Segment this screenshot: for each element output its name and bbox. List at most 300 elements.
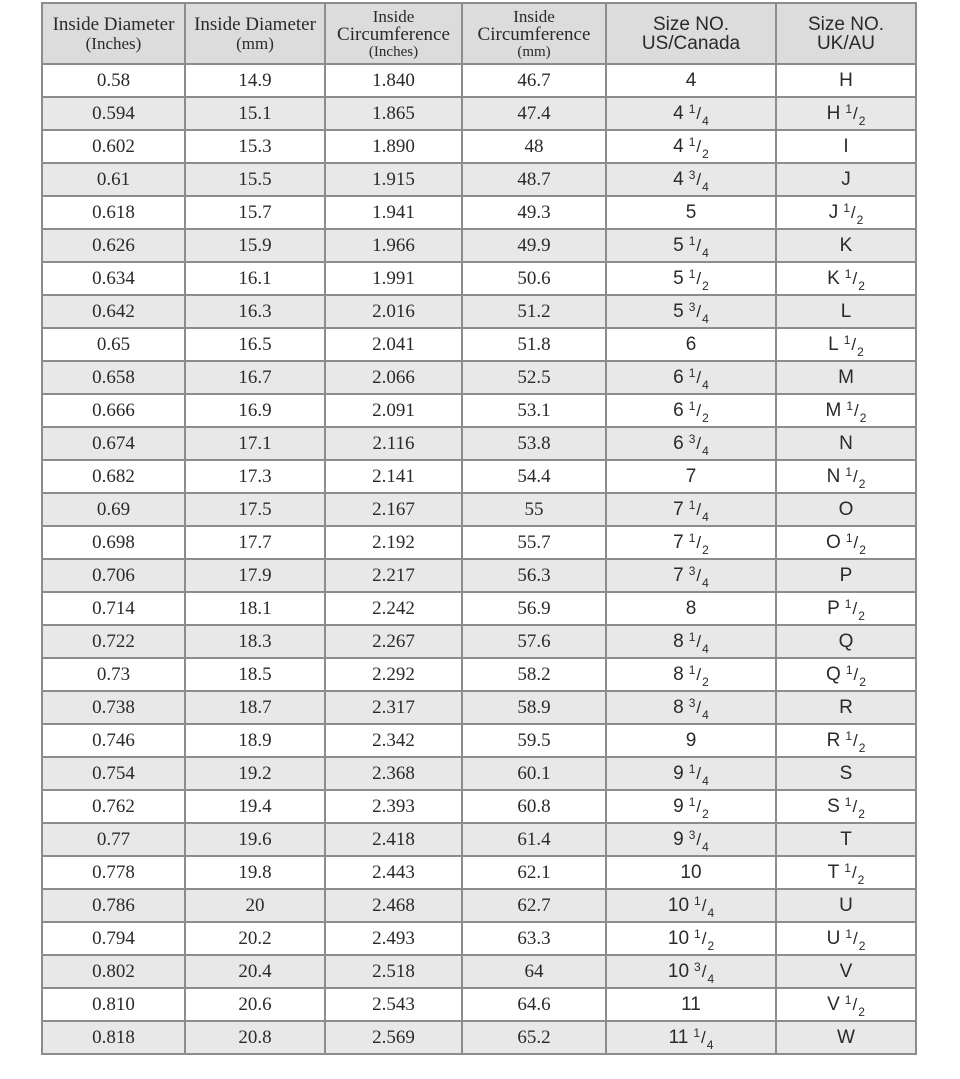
fraction-numerator: 1 bbox=[846, 398, 854, 413]
header-line: Inside bbox=[372, 7, 415, 26]
table-row bbox=[42, 757, 916, 790]
cell-inside-diameter-mm: 15.3 bbox=[185, 130, 325, 163]
cell-size-us-canada bbox=[606, 988, 776, 1021]
fraction-numerator: 3 bbox=[688, 299, 696, 314]
cell-inside-diameter-mm: 20 bbox=[185, 889, 325, 922]
size-fraction bbox=[688, 563, 709, 590]
table-row bbox=[42, 394, 916, 427]
cell-inside-diameter-inches: 0.58 bbox=[42, 64, 185, 97]
cell-size-uk-au bbox=[776, 955, 916, 988]
size-fraction bbox=[845, 926, 866, 953]
header-inside-circumference-inches bbox=[325, 3, 462, 64]
cell-size-uk-au bbox=[776, 790, 916, 823]
cell-inside-diameter-inches: 0.77 bbox=[42, 823, 185, 856]
fraction-slash: / bbox=[851, 862, 857, 882]
fraction-numerator: 3 bbox=[688, 431, 696, 446]
size-whole: 6 bbox=[673, 432, 684, 454]
size-whole: Q bbox=[826, 663, 841, 685]
cell-inside-circumference-mm: 64 bbox=[462, 955, 606, 988]
cell-size-us-canada bbox=[606, 658, 776, 691]
cell-inside-circumference-inches: 2.368 bbox=[325, 757, 462, 790]
fraction-slash: / bbox=[701, 1027, 706, 1047]
fraction-slash: / bbox=[696, 763, 702, 783]
fraction-slash: / bbox=[696, 268, 702, 288]
table-row bbox=[42, 163, 916, 196]
size-whole: 5 bbox=[685, 201, 697, 223]
size-fraction bbox=[844, 794, 865, 821]
cell-inside-diameter-inches: 0.61 bbox=[42, 163, 185, 196]
table-row bbox=[42, 559, 916, 592]
cell-size-us-canada bbox=[606, 394, 776, 427]
cell-inside-diameter-inches: 0.634 bbox=[42, 262, 185, 295]
size-whole: J bbox=[828, 201, 839, 223]
size-whole: 5 bbox=[673, 300, 684, 322]
size-fraction bbox=[688, 398, 709, 425]
cell-inside-diameter-mm: 16.1 bbox=[185, 262, 325, 295]
cell-size-uk-au bbox=[776, 163, 916, 196]
fraction-denominator: 4 bbox=[706, 1037, 714, 1052]
cell-inside-circumference-inches: 2.141 bbox=[325, 460, 462, 493]
header-line: Inside Diameter bbox=[52, 14, 175, 35]
cell-inside-diameter-mm: 15.7 bbox=[185, 196, 325, 229]
fraction-numerator: 1 bbox=[843, 332, 851, 347]
size-whole: H bbox=[826, 102, 841, 124]
cell-size-uk-au bbox=[776, 460, 916, 493]
cell-inside-circumference-inches: 1.840 bbox=[325, 64, 462, 97]
cell-size-us-canada bbox=[606, 130, 776, 163]
size-whole: 10 bbox=[680, 861, 702, 883]
table-row bbox=[42, 427, 916, 460]
fraction-slash: / bbox=[696, 532, 702, 552]
cell-inside-diameter-mm: 17.5 bbox=[185, 493, 325, 526]
size-fraction bbox=[688, 497, 709, 524]
fraction-denominator: 2 bbox=[858, 806, 865, 821]
cell-inside-diameter-inches: 0.69 bbox=[42, 493, 185, 526]
table-row bbox=[42, 361, 916, 394]
fraction-slash: / bbox=[701, 928, 707, 948]
cell-inside-diameter-mm: 19.6 bbox=[185, 823, 325, 856]
fraction-slash: / bbox=[852, 598, 858, 618]
fraction-slash: / bbox=[696, 169, 702, 189]
cell-inside-diameter-inches: 0.674 bbox=[42, 427, 185, 460]
header-size-us-canada bbox=[606, 3, 776, 64]
header-row bbox=[42, 3, 916, 64]
fraction-denominator: 2 bbox=[702, 278, 709, 293]
table-body bbox=[42, 64, 916, 1054]
cell-size-uk-au bbox=[776, 427, 916, 460]
size-fraction bbox=[844, 266, 865, 293]
cell-inside-diameter-mm: 17.9 bbox=[185, 559, 325, 592]
size-fraction bbox=[688, 629, 709, 656]
size-fraction bbox=[846, 398, 867, 425]
size-whole: V bbox=[839, 960, 853, 982]
fraction-slash: / bbox=[696, 664, 702, 684]
cell-inside-diameter-mm: 20.2 bbox=[185, 922, 325, 955]
size-whole: 8 bbox=[673, 696, 684, 718]
cell-inside-circumference-inches: 1.991 bbox=[325, 262, 462, 295]
cell-inside-circumference-mm: 53.1 bbox=[462, 394, 606, 427]
size-whole: 7 bbox=[673, 564, 684, 586]
table-row bbox=[42, 229, 916, 262]
fraction-denominator: 2 bbox=[702, 674, 709, 689]
cell-inside-circumference-inches: 1.915 bbox=[325, 163, 462, 196]
size-fraction bbox=[845, 728, 866, 755]
fraction-denominator: 2 bbox=[858, 476, 866, 491]
cell-size-uk-au bbox=[776, 1021, 916, 1054]
cell-inside-circumference-inches: 2.443 bbox=[325, 856, 462, 889]
table-row bbox=[42, 625, 916, 658]
fraction-denominator: 4 bbox=[702, 509, 709, 524]
cell-inside-diameter-inches: 0.602 bbox=[42, 130, 185, 163]
size-fraction bbox=[688, 365, 709, 392]
cell-inside-diameter-mm: 18.3 bbox=[185, 625, 325, 658]
size-whole: 4 bbox=[673, 102, 684, 124]
size-fraction bbox=[845, 530, 866, 557]
size-fraction bbox=[694, 959, 715, 986]
fraction-slash: / bbox=[701, 895, 707, 915]
header-line: Circumference bbox=[477, 24, 591, 45]
size-whole: H bbox=[839, 69, 853, 91]
size-whole: K bbox=[827, 267, 840, 289]
cell-inside-diameter-mm: 17.7 bbox=[185, 526, 325, 559]
fraction-numerator: 1 bbox=[688, 497, 696, 512]
cell-size-uk-au bbox=[776, 262, 916, 295]
size-whole: 5 bbox=[673, 234, 684, 256]
size-whole: 9 bbox=[685, 729, 697, 751]
fraction-numerator: 1 bbox=[844, 860, 851, 875]
fraction-denominator: 2 bbox=[702, 410, 709, 425]
cell-inside-diameter-mm: 18.5 bbox=[185, 658, 325, 691]
fraction-slash: / bbox=[696, 631, 702, 651]
cell-size-us-canada bbox=[606, 493, 776, 526]
cell-inside-circumference-mm: 58.2 bbox=[462, 658, 606, 691]
size-whole: 4 bbox=[673, 135, 684, 157]
size-fraction bbox=[844, 992, 865, 1019]
cell-inside-diameter-mm: 20.6 bbox=[185, 988, 325, 1021]
cell-inside-circumference-inches: 1.966 bbox=[325, 229, 462, 262]
size-whole: 9 bbox=[673, 795, 684, 817]
fraction-slash: / bbox=[696, 235, 702, 255]
ring-size-chart-table bbox=[41, 2, 917, 1055]
cell-inside-diameter-inches: 0.818 bbox=[42, 1021, 185, 1054]
fraction-numerator: 1 bbox=[688, 761, 696, 776]
fraction-numerator: 3 bbox=[688, 563, 696, 578]
cell-inside-circumference-mm: 64.6 bbox=[462, 988, 606, 1021]
fraction-slash: / bbox=[696, 400, 702, 420]
fraction-denominator: 4 bbox=[702, 839, 709, 854]
table-row bbox=[42, 592, 916, 625]
table-header bbox=[42, 3, 916, 64]
cell-size-uk-au bbox=[776, 97, 916, 130]
cell-inside-diameter-mm: 18.1 bbox=[185, 592, 325, 625]
size-fraction bbox=[688, 695, 709, 722]
fraction-numerator: 1 bbox=[845, 926, 852, 941]
fraction-numerator: 1 bbox=[845, 464, 852, 479]
cell-inside-circumference-mm: 48.7 bbox=[462, 163, 606, 196]
size-whole: 10 bbox=[667, 894, 690, 916]
cell-inside-circumference-inches: 2.242 bbox=[325, 592, 462, 625]
fraction-slash: / bbox=[696, 367, 702, 387]
cell-inside-diameter-inches: 0.762 bbox=[42, 790, 185, 823]
header-size-uk-au bbox=[776, 3, 916, 64]
cell-inside-circumference-inches: 2.493 bbox=[325, 922, 462, 955]
fraction-slash: / bbox=[696, 301, 702, 321]
cell-inside-circumference-inches: 2.393 bbox=[325, 790, 462, 823]
header-inside-diameter-mm bbox=[185, 3, 325, 64]
fraction-numerator: 1 bbox=[694, 893, 701, 908]
fraction-numerator: 1 bbox=[845, 101, 852, 116]
size-fraction bbox=[694, 893, 715, 920]
cell-inside-circumference-mm: 60.1 bbox=[462, 757, 606, 790]
size-fraction bbox=[845, 464, 866, 491]
size-whole: V bbox=[827, 993, 840, 1015]
cell-inside-diameter-inches: 0.722 bbox=[42, 625, 185, 658]
fraction-numerator: 1 bbox=[688, 629, 696, 644]
cell-inside-circumference-mm: 51.2 bbox=[462, 295, 606, 328]
cell-size-uk-au bbox=[776, 988, 916, 1021]
cell-inside-circumference-mm: 58.9 bbox=[462, 691, 606, 724]
fraction-denominator: 2 bbox=[858, 938, 866, 953]
size-fraction bbox=[845, 101, 866, 128]
size-fraction bbox=[688, 530, 709, 557]
cell-inside-diameter-inches: 0.73 bbox=[42, 658, 185, 691]
table-row bbox=[42, 130, 916, 163]
cell-inside-diameter-mm: 17.1 bbox=[185, 427, 325, 460]
fraction-slash: / bbox=[696, 136, 702, 156]
fraction-numerator: 1 bbox=[845, 662, 853, 677]
header-line: (mm) bbox=[236, 34, 274, 53]
cell-inside-diameter-mm: 18.9 bbox=[185, 724, 325, 757]
cell-inside-circumference-inches: 2.116 bbox=[325, 427, 462, 460]
cell-size-uk-au bbox=[776, 889, 916, 922]
cell-inside-circumference-inches: 2.518 bbox=[325, 955, 462, 988]
fraction-slash: / bbox=[853, 928, 858, 948]
cell-inside-diameter-inches: 0.666 bbox=[42, 394, 185, 427]
cell-inside-diameter-mm: 19.8 bbox=[185, 856, 325, 889]
size-whole: 7 bbox=[673, 531, 684, 553]
cell-inside-diameter-mm: 16.5 bbox=[185, 328, 325, 361]
cell-inside-circumference-inches: 2.041 bbox=[325, 328, 462, 361]
cell-inside-diameter-mm: 20.4 bbox=[185, 955, 325, 988]
table-row bbox=[42, 955, 916, 988]
cell-inside-diameter-inches: 0.682 bbox=[42, 460, 185, 493]
cell-inside-circumference-mm: 56.3 bbox=[462, 559, 606, 592]
cell-inside-diameter-mm: 16.7 bbox=[185, 361, 325, 394]
cell-size-us-canada bbox=[606, 856, 776, 889]
fraction-slash: / bbox=[852, 268, 858, 288]
fraction-slash: / bbox=[853, 103, 858, 123]
header-line: Size NO. bbox=[652, 13, 730, 35]
size-whole: U bbox=[826, 927, 841, 949]
table-row bbox=[42, 526, 916, 559]
cell-inside-circumference-inches: 2.016 bbox=[325, 295, 462, 328]
cell-inside-circumference-mm: 48 bbox=[462, 130, 606, 163]
cell-inside-circumference-mm: 51.8 bbox=[462, 328, 606, 361]
cell-size-uk-au bbox=[776, 394, 916, 427]
cell-inside-diameter-mm: 15.1 bbox=[185, 97, 325, 130]
cell-size-us-canada bbox=[606, 823, 776, 856]
size-fraction bbox=[693, 1025, 714, 1052]
cell-inside-circumference-mm: 50.6 bbox=[462, 262, 606, 295]
cell-inside-circumference-mm: 61.4 bbox=[462, 823, 606, 856]
fraction-slash: / bbox=[851, 334, 857, 354]
fraction-slash: / bbox=[696, 829, 702, 849]
header-line: Inside Diameter bbox=[194, 14, 316, 35]
cell-inside-diameter-inches: 0.65 bbox=[42, 328, 185, 361]
size-fraction bbox=[688, 794, 709, 821]
size-whole: M bbox=[825, 399, 842, 421]
cell-inside-diameter-mm: 18.7 bbox=[185, 691, 325, 724]
cell-inside-circumference-mm: 65.2 bbox=[462, 1021, 606, 1054]
fraction-numerator: 1 bbox=[688, 662, 696, 677]
cell-size-uk-au bbox=[776, 361, 916, 394]
size-whole: 8 bbox=[685, 597, 697, 619]
cell-size-uk-au bbox=[776, 691, 916, 724]
cell-size-uk-au bbox=[776, 130, 916, 163]
cell-inside-circumference-mm: 59.5 bbox=[462, 724, 606, 757]
size-whole: S bbox=[839, 762, 853, 784]
fraction-slash: / bbox=[696, 565, 702, 585]
fraction-slash: / bbox=[853, 466, 858, 486]
size-whole: R bbox=[839, 696, 853, 718]
size-fraction bbox=[688, 827, 709, 854]
fraction-numerator: 3 bbox=[694, 959, 701, 974]
cell-size-uk-au bbox=[776, 295, 916, 328]
cell-inside-diameter-mm: 16.3 bbox=[185, 295, 325, 328]
header-line: UK/AU bbox=[816, 32, 876, 54]
cell-size-us-canada bbox=[606, 163, 776, 196]
cell-inside-circumference-mm: 62.7 bbox=[462, 889, 606, 922]
fraction-numerator: 1 bbox=[844, 794, 852, 809]
cell-size-us-canada bbox=[606, 1021, 776, 1054]
size-whole: K bbox=[839, 234, 853, 256]
size-whole: L bbox=[828, 333, 839, 355]
header-inside-diameter-inches bbox=[42, 3, 185, 64]
cell-inside-circumference-mm: 46.7 bbox=[462, 64, 606, 97]
table-row bbox=[42, 889, 916, 922]
cell-size-us-canada bbox=[606, 889, 776, 922]
header-line: (Inches) bbox=[368, 44, 419, 60]
cell-inside-circumference-inches: 2.342 bbox=[325, 724, 462, 757]
fraction-slash: / bbox=[696, 697, 702, 717]
cell-size-us-canada bbox=[606, 592, 776, 625]
fraction-numerator: 3 bbox=[688, 827, 696, 842]
fraction-slash: / bbox=[852, 796, 858, 816]
cell-inside-diameter-inches: 0.714 bbox=[42, 592, 185, 625]
fraction-denominator: 4 bbox=[702, 707, 709, 722]
table-row bbox=[42, 922, 916, 955]
size-fraction bbox=[688, 299, 709, 326]
size-fraction bbox=[688, 761, 709, 788]
cell-inside-circumference-inches: 2.267 bbox=[325, 625, 462, 658]
fraction-slash: / bbox=[696, 796, 702, 816]
size-fraction bbox=[688, 662, 709, 689]
size-fraction bbox=[688, 266, 709, 293]
cell-inside-circumference-mm: 47.4 bbox=[462, 97, 606, 130]
cell-inside-diameter-inches: 0.594 bbox=[42, 97, 185, 130]
fraction-numerator: 1 bbox=[845, 530, 853, 545]
cell-size-uk-au bbox=[776, 64, 916, 97]
size-whole: L bbox=[840, 300, 852, 322]
cell-inside-diameter-inches: 0.738 bbox=[42, 691, 185, 724]
fraction-denominator: 2 bbox=[856, 212, 864, 227]
fraction-slash: / bbox=[853, 664, 859, 684]
cell-size-uk-au bbox=[776, 823, 916, 856]
fraction-slash: / bbox=[701, 961, 707, 981]
cell-inside-circumference-inches: 1.941 bbox=[325, 196, 462, 229]
size-whole: 8 bbox=[673, 663, 684, 685]
table-row bbox=[42, 328, 916, 361]
cell-inside-circumference-inches: 2.292 bbox=[325, 658, 462, 691]
fraction-denominator: 4 bbox=[707, 905, 715, 920]
size-whole: 10 bbox=[667, 960, 690, 982]
cell-inside-circumference-mm: 54.4 bbox=[462, 460, 606, 493]
size-whole: T bbox=[827, 861, 840, 883]
size-fraction bbox=[843, 200, 864, 227]
cell-inside-diameter-inches: 0.802 bbox=[42, 955, 185, 988]
cell-size-us-canada bbox=[606, 361, 776, 394]
fraction-denominator: 2 bbox=[859, 410, 867, 425]
table-row bbox=[42, 97, 916, 130]
size-whole: O bbox=[838, 498, 854, 520]
fraction-denominator: 2 bbox=[858, 113, 866, 128]
size-whole: R bbox=[826, 729, 841, 751]
size-whole: P bbox=[827, 597, 840, 619]
size-fraction bbox=[843, 332, 864, 359]
cell-size-uk-au bbox=[776, 196, 916, 229]
fraction-denominator: 2 bbox=[707, 938, 715, 953]
header-line: (Inches) bbox=[85, 34, 142, 53]
cell-inside-circumference-inches: 2.217 bbox=[325, 559, 462, 592]
fraction-slash: / bbox=[696, 103, 702, 123]
cell-inside-diameter-inches: 0.642 bbox=[42, 295, 185, 328]
fraction-numerator: 1 bbox=[688, 266, 696, 281]
table-row bbox=[42, 724, 916, 757]
size-whole: M bbox=[838, 366, 854, 388]
cell-size-us-canada bbox=[606, 955, 776, 988]
table-row bbox=[42, 64, 916, 97]
cell-inside-circumference-inches: 2.167 bbox=[325, 493, 462, 526]
table-row bbox=[42, 1021, 916, 1054]
size-fraction bbox=[844, 596, 865, 623]
cell-inside-circumference-inches: 2.192 bbox=[325, 526, 462, 559]
size-whole: J bbox=[841, 168, 851, 190]
fraction-denominator: 2 bbox=[858, 608, 865, 623]
fraction-numerator: 1 bbox=[688, 101, 696, 116]
size-fraction bbox=[694, 926, 715, 953]
cell-size-uk-au bbox=[776, 493, 916, 526]
cell-inside-diameter-inches: 0.786 bbox=[42, 889, 185, 922]
size-whole: 11 bbox=[681, 993, 701, 1015]
cell-size-us-canada bbox=[606, 262, 776, 295]
size-whole: S bbox=[827, 795, 840, 817]
fraction-numerator: 1 bbox=[688, 398, 696, 413]
cell-size-us-canada bbox=[606, 790, 776, 823]
fraction-denominator: 2 bbox=[858, 278, 865, 293]
header-line: Circumference bbox=[337, 24, 450, 45]
fraction-denominator: 4 bbox=[702, 773, 709, 788]
fraction-denominator: 2 bbox=[857, 344, 864, 359]
fraction-slash: / bbox=[853, 730, 858, 750]
size-whole: W bbox=[837, 1026, 855, 1048]
header-line: (mm) bbox=[517, 44, 551, 60]
cell-size-us-canada bbox=[606, 559, 776, 592]
fraction-denominator: 4 bbox=[702, 113, 709, 128]
fraction-denominator: 2 bbox=[859, 542, 866, 557]
cell-inside-circumference-inches: 1.890 bbox=[325, 130, 462, 163]
table-row bbox=[42, 262, 916, 295]
table-row bbox=[42, 493, 916, 526]
